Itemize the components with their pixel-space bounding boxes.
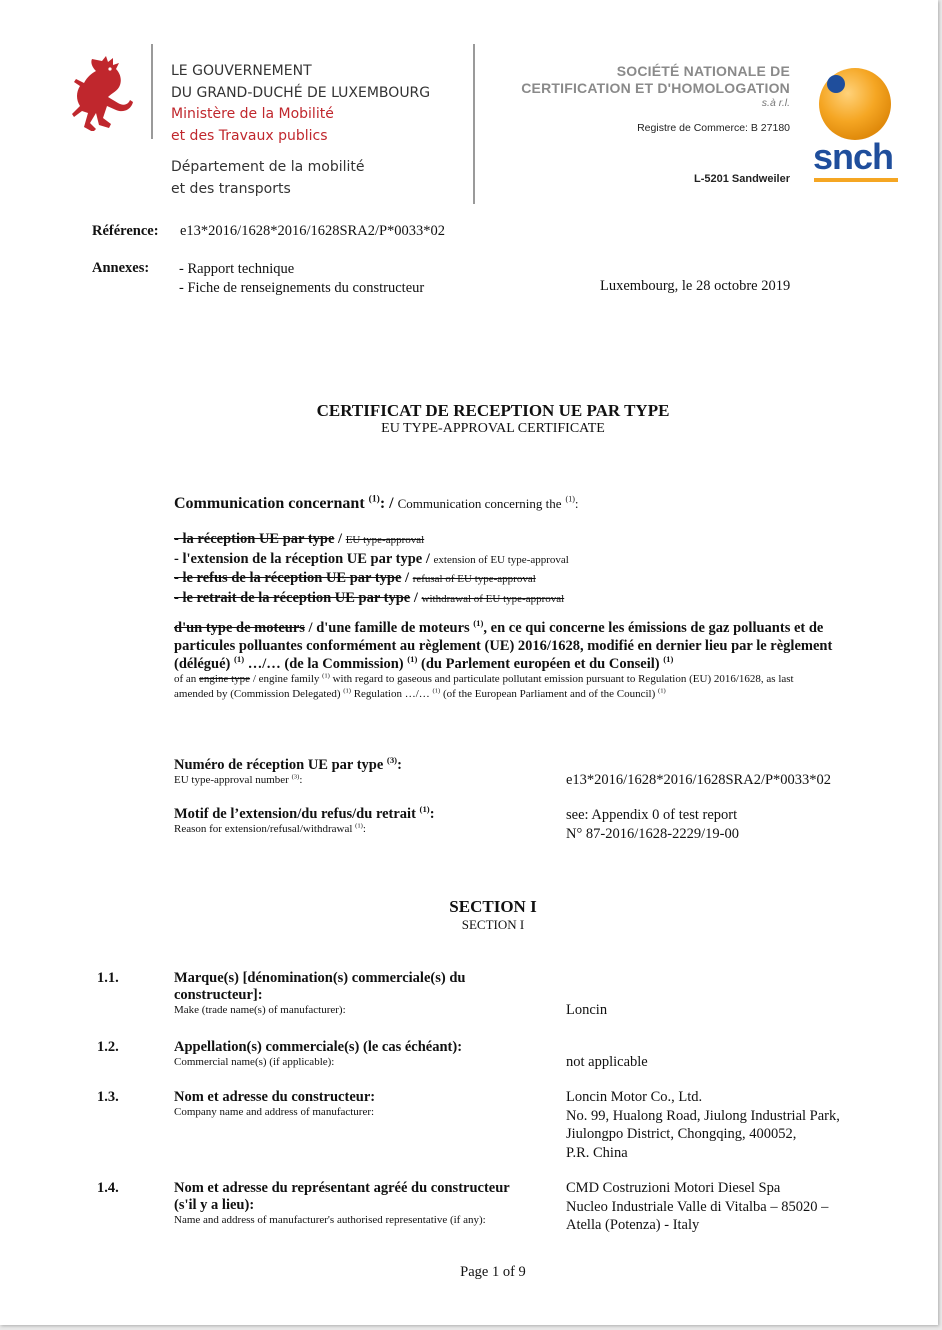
label-en: Name and address of manufacturer's authorised representative (if any): [174,1214,486,1226]
item-number: 1.4. [97,1180,119,1196]
government-block [171,61,430,200]
dept-line-2: et des transports [171,180,291,197]
communication-heading [174,495,578,513]
struck-text: d'un type de moteurs [174,620,305,636]
label-en: Reason for extension/refusal/withdrawal [174,823,353,835]
footnote-ref: (3) [291,773,300,781]
annex-item: - Fiche de renseignements du constructeur [179,279,425,296]
value-line: Nucleo Industriale Valle di Vitalba – 85020 – [566,1198,829,1215]
footnote-ref: (1) [368,493,380,505]
approval-number-value: e13*2016/1628*2016/1628SRA2/P*0033*02 [566,772,832,788]
snch-address: L-5201 Sandweiler [694,173,790,185]
item-value [566,1088,840,1162]
option-eu-type-approval: - la réception UE par type / EU type-approval [174,531,425,547]
label-fr: Motif de l’extension/du refus/du retrait [174,806,416,822]
value-line: Loncin [566,1002,608,1018]
footnote-ref: (1) [565,494,575,504]
item-label [174,970,534,1016]
label-fr: Nom et adresse du constructeur: [174,1089,376,1105]
item-label [174,1089,554,1118]
footnote-ref: (3) [386,755,398,766]
snch-name [470,63,790,97]
label-fr: constructeur]: [174,987,263,1003]
paragraph-en [174,672,904,702]
header-divider [151,44,153,139]
registre-commerce: Registre de Commerce: B 27180 [637,122,790,134]
option-withdrawal: - le retrait de la réception UE par type / withdrawal of EU type-approval [174,589,565,606]
item-value [566,1001,607,1020]
option-fr: - le refus de la réception UE par type [174,570,402,587]
label-fr: Appellation(s) commerciale(s) (le cas échéant): [174,1039,463,1055]
gov-line-2: DU GRAND-DUCHÉ DE LUXEMBOURG [171,84,431,101]
paragraph-text: (délégué) [174,656,234,673]
reference-label: Référence: [92,223,159,239]
communication-en: Communication concerning the [397,496,562,511]
label-fr: (s'il y a lieu): [174,1197,255,1213]
paragraph-text: (du Parlement européen et du Conseil) [417,656,664,673]
snch-logo-text: snch [813,136,894,177]
option-extension: - l'extension de la réception UE par type / extension of EU type-approval [174,550,569,567]
paragraph-text: (of the European Parliament and of the Council) [440,688,659,700]
communication-fr: Communication concernant [174,495,365,512]
reason-value [566,806,739,843]
option-fr: - l'extension de la réception UE par type [174,550,423,567]
value-line: Atella (Potenza) - Italy [566,1217,700,1233]
section-title: SECTION I [449,897,537,916]
option-refusal: - le refus de la réception UE par type / refusal of EU type-approval [174,570,536,587]
item-number: 1.2. [97,1039,119,1055]
value-line: No. 99, Hualong Road, Jiulong Industrial Park, [566,1107,840,1124]
label-en: Make (trade name(s) of manufacturer): [174,1004,346,1016]
communication-sep: : / [379,495,394,512]
footnote-ref: (1) [419,804,430,815]
footnote-ref: (1) [473,618,484,629]
footnote-ref: (1) [407,654,418,665]
communication-options [174,530,569,608]
annex-item: - Rapport technique [179,261,295,277]
page-number: Page 1 of 9 [460,1264,526,1280]
item-value [566,1053,648,1072]
footnote-ref: (1) [343,687,351,695]
struck-text: engine type [199,673,251,685]
ministry-line-2: et des Travaux publics [171,127,328,144]
label-fr: Numéro de réception UE par type [174,757,384,773]
label-fr: Nom et adresse du représentant agréé du constructeur [174,1180,510,1196]
certificate-title-en: EU TYPE-APPROVAL CERTIFICATE [381,421,605,436]
paragraph-text: amended by (Commission Delegated) [174,688,344,700]
footnote-ref: (1) [234,654,245,665]
value-line: Loncin Motor Co., Ltd. [566,1089,703,1105]
section-title-en: SECTION I [461,917,525,932]
label-en: EU type-approval number [174,774,289,786]
paragraph-text: Regulation …/… [350,688,433,700]
annexes-list [179,260,424,297]
option-fr: - la réception UE par type [174,531,335,547]
document-date: Luxembourg, le 28 octobre 2019 [600,278,791,294]
option-en: extension of EU type-approval [433,553,569,566]
paragraph-text: with regard to gaseous and particulate pollutant emission pursuant to Regulation (EU) 2016/1628, as last [329,673,794,685]
label-fr: Marque(s) [dénomination(s) commerciale(s) du [174,970,466,986]
value-line: P.R. China [566,1144,628,1161]
paragraph-text: of an [174,673,200,685]
option-en: withdrawal of EU type-approval [421,592,565,605]
ministry-line-1: Ministère de la Mobilité [171,106,334,122]
reference-value: e13*2016/1628*2016/1628SRA2/P*0033*02 [180,223,446,239]
snch-line-2: CERTIFICATION ET D'HOMOLOGATION [521,80,790,96]
communication-en-end: : [574,496,579,511]
value-line: see: Appendix 0 of test report [566,807,738,823]
paragraph-text: / d'une famille de moteurs [304,620,474,636]
footnote-ref: (1) [663,654,674,665]
option-en: EU type-approval [345,534,425,546]
paragraph-text: / engine family [250,673,323,685]
snch-legal-form: s.à r.l. [761,97,790,109]
footnote-ref: (1) [355,822,363,830]
item-value [566,1179,828,1235]
label-en: Company name and address of manufacturer: [174,1106,375,1118]
snch-line-1: SOCIÉTÉ NATIONALE DE [616,63,790,79]
item-number: 1.3. [97,1089,119,1105]
footnote-ref: (1) [432,687,441,695]
footnote-ref: (1) [658,687,666,695]
item-number: 1.1. [97,970,119,986]
paragraph-text: particules polluantes conformément au règlement (UE) 2016/1628, modifié en dernier lieu par le règlement [174,638,833,655]
luxembourg-lion-icon [72,55,136,131]
option-fr: - le retrait de la réception UE par type [174,589,411,606]
option-en: refusal of EU type-approval [412,573,536,586]
value-line: N° 87-2016/1628-2229/19-00 [566,825,739,842]
snch-logo-underline [814,178,898,182]
value-line: not applicable [566,1054,648,1070]
item-label [174,1180,554,1226]
certificate-title: CERTIFICAT DE RECEPTION UE PAR TYPE [316,401,670,420]
annexes-label: Annexes: [92,260,150,276]
paragraph-text: …/… (de la Commission) [244,656,408,673]
approval-number-label: Numéro de réception UE par type $^{(3)}$: EU type-approval number $^{(3)}$: [174,755,402,786]
value-line: CMD Costruzioni Motori Diesel Spa [566,1180,781,1196]
footnote-ref: (1) [322,672,330,680]
dept-line-1: Département de la mobilité [171,159,365,175]
paragraph-text: , en ce qui concerne les émissions de gaz polluants et de [483,620,824,636]
label-en: Commercial name(s) (if applicable): [174,1056,335,1068]
value-line: Jiulongpo District, Chongqing, 400052, [566,1126,797,1142]
item-label [174,1039,554,1068]
gov-line-1: LE GOUVERNEMENT [171,63,312,79]
reason-label: Motif de l’extension/du refus/du retrait $^{(1)}$: Reason for extension/refusal/withdrawal $^{(1)}$: [174,804,435,835]
paragraph-fr [174,619,904,674]
